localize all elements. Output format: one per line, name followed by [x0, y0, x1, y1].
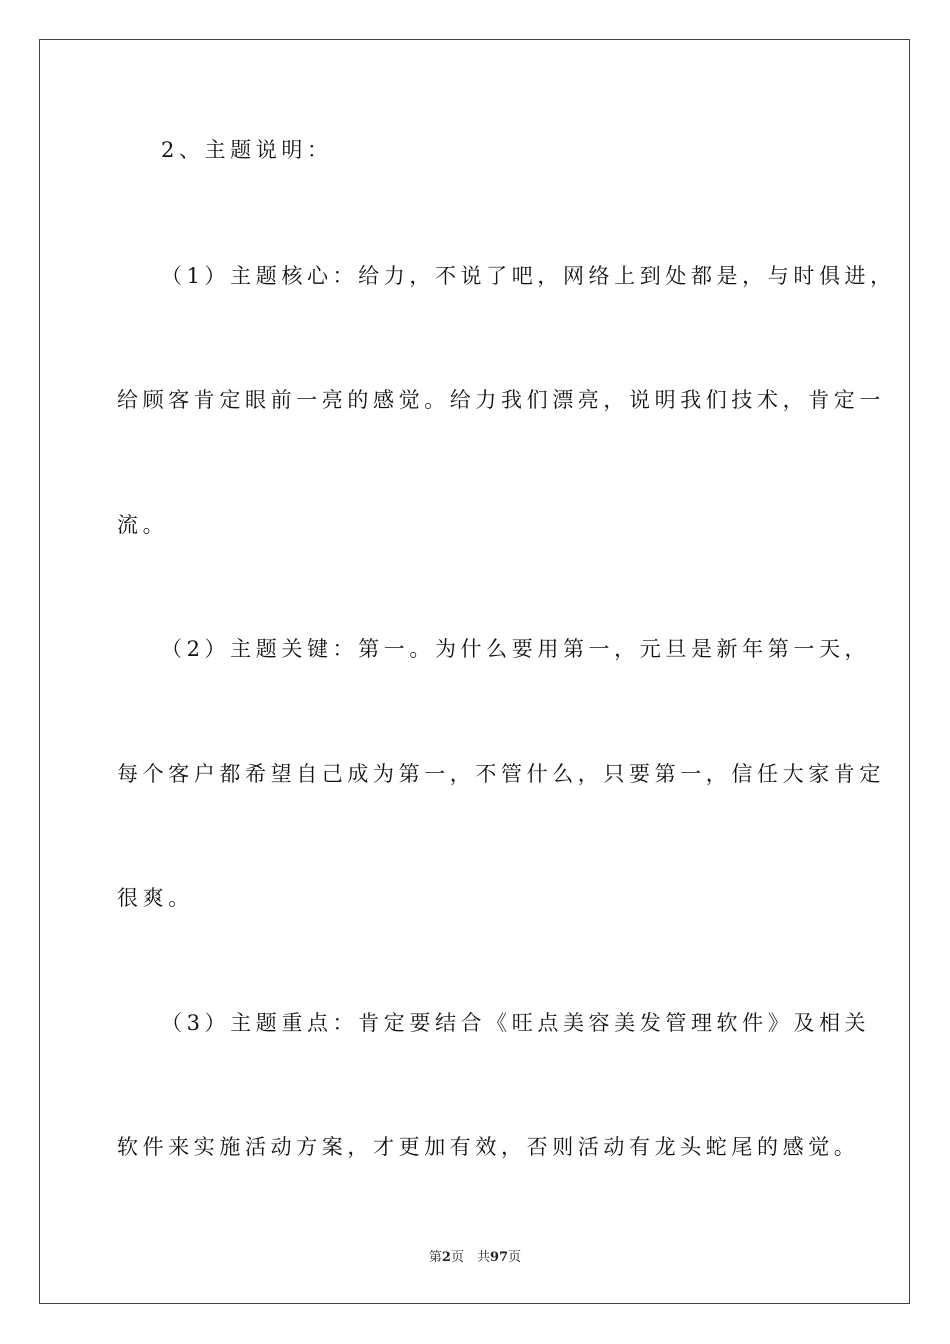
- footer-suffix: 页: [508, 1250, 522, 1265]
- footer-prefix: 第: [428, 1250, 442, 1265]
- paragraph-line: （3）主题重点：肯定要结合《旺点美容美发管理软件》及相关: [161, 1011, 871, 1035]
- footer-middle: 页 共: [450, 1250, 490, 1265]
- paragraph-line: （1）主题核心：给力，不说了吧，网络上到处都是，与时俱进，: [161, 264, 896, 288]
- page-footer: [0, 1246, 950, 1265]
- paragraph-line: （2）主题关键：第一。为什么要用第一，元旦是新年第一天，: [161, 637, 871, 661]
- paragraph-line: 流。: [117, 513, 169, 537]
- footer-page-number: 2: [441, 1250, 451, 1265]
- paragraph-line: 软件来实施活动方案，才更加有效，否则活动有龙头蛇尾的感觉。: [117, 1135, 860, 1159]
- paragraph-line: 每个客户都希望自己成为第一，不管什么，只要第一，信任大家肯定: [117, 762, 885, 786]
- paragraph-line: 给顾客肯定眼前一亮的感觉。给力我们漂亮，说明我们技术，肯定一: [117, 388, 885, 412]
- footer-total-pages: 97: [489, 1250, 509, 1265]
- paragraph-line: 很爽。: [117, 886, 194, 910]
- paragraph-heading: 2、主题说明：: [161, 138, 333, 162]
- page-border: [39, 39, 910, 1304]
